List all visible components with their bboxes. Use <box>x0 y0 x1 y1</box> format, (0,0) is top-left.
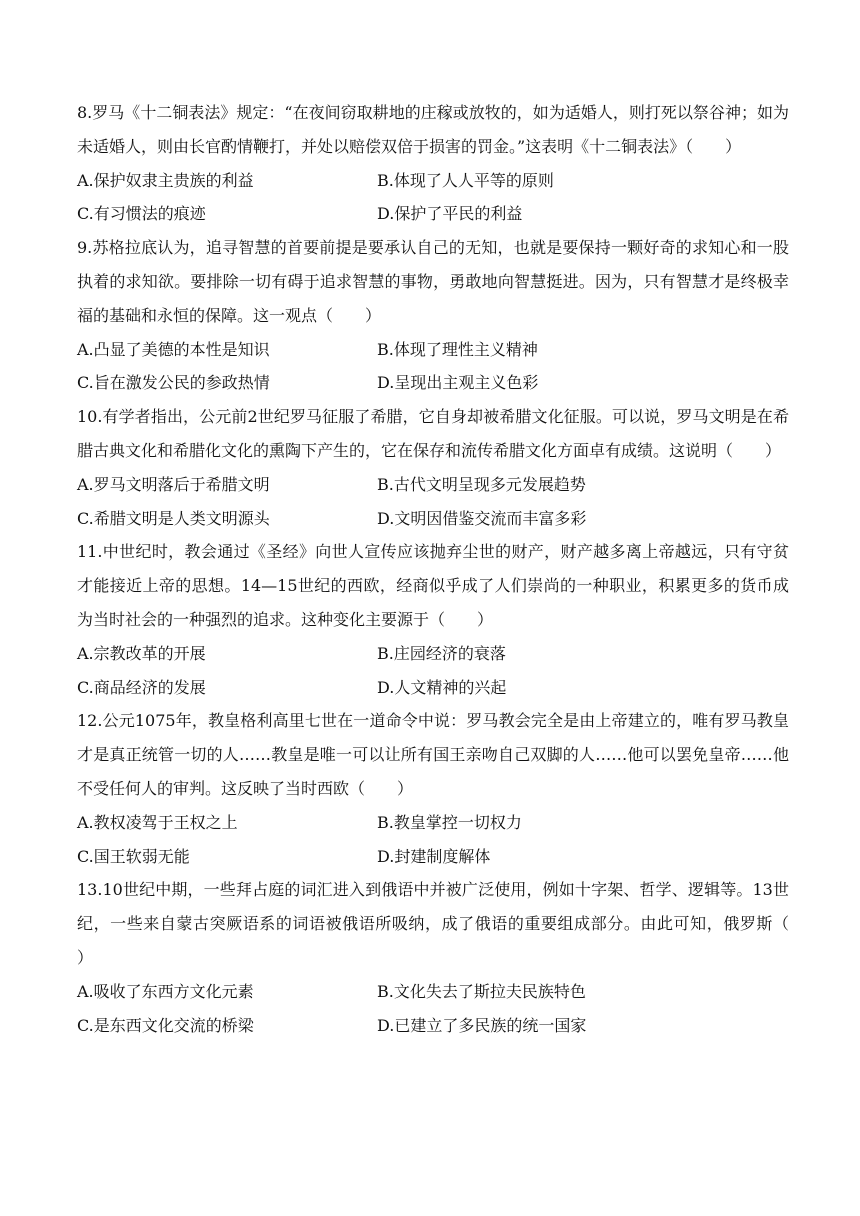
options-grid <box>77 164 789 232</box>
options-grid <box>77 637 789 705</box>
question-stem: 11.中世纪时，教会通过《圣经》向世人宣传应该抛弃尘世的财产，财产越多离上帝越远，只有守贫才能接近上帝的思想。14—15世纪的西欧，经商似乎成了人们崇尚的一种职业，积累更多的货币成为当时社会的一种强烈的追求。这种变化主要源于（ ） <box>77 542 789 629</box>
option-a[interactable]: A.凸显了美德的本性是知识 <box>77 339 270 359</box>
option-c[interactable]: C.有习惯法的痕迹 <box>77 204 206 224</box>
option-b[interactable]: B.体现了理性主义精神 <box>377 339 538 359</box>
options-grid <box>77 333 789 401</box>
question-11 <box>77 535 789 704</box>
question-stem: 9.苏格拉底认为，追寻智慧的首要前提是要承认自己的无知，也就是要保持一颗好奇的求知心和一股执着的求知欲。要排除一切有碍于追求智慧的事物，勇敢地向智慧挺进。因为，只有智慧才是终极幸福的基础和永恒的保障。这一观点（ ） <box>77 238 789 325</box>
option-a[interactable]: A.吸收了东西方文化元素 <box>77 981 254 1001</box>
exam-page <box>77 96 822 1042</box>
question-stem: 13.10世纪中期，一些拜占庭的词汇进入到俄语中并被广泛使用，例如十字架、哲学、逻辑等。13世纪，一些来自蒙古突厥语系的词语被俄语所吸纳，成了俄语的重要组成部分。由此可知，俄罗斯（ ） <box>77 880 822 967</box>
question-stem: 12.公元1075年，教皇格利高里七世在一道命令中说：罗马教会完全是由上帝建立的，唯有罗马教皇才是真正统管一切的人……教皇是唯一可以让所有国王亲吻自己双脚的人……他可以罢免皇帝……他不受任何人的审判。这反映了当时西欧（ ） <box>77 711 789 798</box>
option-a[interactable]: A.教权凌驾于王权之上 <box>77 812 238 832</box>
question-stem: 8.罗马《十二铜表法》规定：“在夜间窃取耕地的庄稼或放牧的，如为适婚人，则打死以祭谷神；如为未适婚人，则由长官酌情鞭打，并处以赔偿双倍于损害的罚金。”这表明《十二铜表法》（ ） <box>77 103 789 156</box>
options-grid <box>77 468 789 536</box>
option-c[interactable]: C.希腊文明是人类文明源头 <box>77 508 270 528</box>
question-12 <box>77 704 789 873</box>
options-grid <box>77 806 789 874</box>
option-d[interactable]: D.文明因借鉴交流而丰富多彩 <box>377 508 587 528</box>
option-b[interactable]: B.庄园经济的衰落 <box>377 643 506 663</box>
option-b[interactable]: B.教皇掌控一切权力 <box>377 812 522 832</box>
option-d[interactable]: D.人文精神的兴起 <box>377 677 507 697</box>
option-b[interactable]: B.体现了人人平等的原则 <box>377 170 554 190</box>
option-d[interactable]: D.呈现出主观主义色彩 <box>377 373 539 393</box>
option-d[interactable]: D.封建制度解体 <box>377 846 491 866</box>
question-8 <box>77 96 789 231</box>
option-d[interactable]: D.保护了平民的利益 <box>377 204 523 224</box>
option-a[interactable]: A.宗教改革的开展 <box>77 643 206 663</box>
question-stem: 10.有学者指出，公元前2世纪罗马征服了希腊，它自身却被希腊文化征服。可以说，罗马文明是在希腊古典文化和希腊化文化的熏陶下产生的，它在保存和流传希腊文化方面卓有成绩。这说明（ ） <box>77 407 789 460</box>
question-9 <box>77 231 789 400</box>
option-c[interactable]: C.是东西文化交流的桥梁 <box>77 1015 254 1035</box>
option-d[interactable]: D.已建立了多民族的统一国家 <box>377 1015 587 1035</box>
option-c[interactable]: C.商品经济的发展 <box>77 677 206 697</box>
option-b[interactable]: B.古代文明呈现多元发展趋势 <box>377 474 586 494</box>
question-13 <box>77 873 822 1042</box>
option-a[interactable]: A.罗马文明落后于希腊文明 <box>77 474 270 494</box>
question-10 <box>77 400 789 535</box>
option-a[interactable]: A.保护奴隶主贵族的利益 <box>77 170 254 190</box>
option-c[interactable]: C.国王软弱无能 <box>77 846 190 866</box>
option-b[interactable]: B.文化失去了斯拉夫民族特色 <box>377 981 586 1001</box>
options-grid <box>77 975 789 1043</box>
option-c[interactable]: C.旨在激发公民的参政热情 <box>77 373 270 393</box>
